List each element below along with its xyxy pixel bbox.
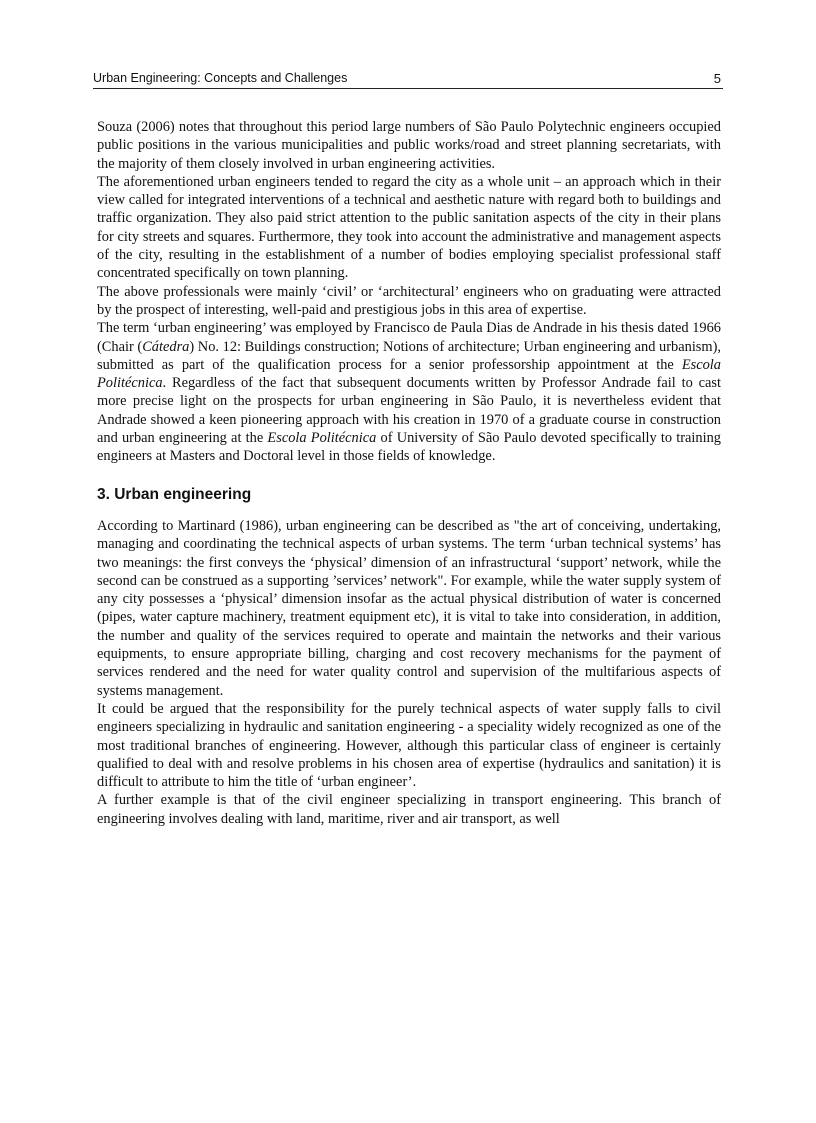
paragraph: The above professionals were mainly ‘civil’ or ‘architectural’ engineers who on graduating were attracted by the prospect of interesting, well-paid and prestigious jobs in this area of expertise.	[97, 283, 721, 318]
section-heading: 3. Urban engineering	[97, 485, 252, 503]
paragraph: A further example is that of the civil engineer specializing in transport engineering. This branch of engineering involves dealing with land, maritime, river and air transport, as well	[97, 792, 721, 827]
running-title: Urban Engineering: Concepts and Challenges	[93, 71, 348, 85]
paragraph	[97, 319, 721, 465]
page-header	[93, 70, 723, 89]
page-number: 5	[713, 71, 721, 86]
paragraph: According to Martinard (1986), urban engineering can be described as "the art of conceiving, undertaking, managing and coordinating the technical aspects of urban systems. The term ‘urban technical systems’ has two meanings: the first conveys the ‘physical’ dimension of an infrastructural ‘support’ network, while the second can be construed as a supporting ’services’ network". For example, while the water supply system of any city possesses a ‘physical’ dimension insofar as the actual physical distribution of water is concerned (pipes, water capture machinery, treatment equipment etc), it is vital to take into consideration, in addition, the number and quality of the services required to operate and maintain the networks and their various equipments, to ensure appropriate billing, charging and cost recovery mechanisms for the payment of services rendered and the need for water quality control and supervision of the multifarious aspects of systems management.	[97, 517, 721, 699]
italic-term: Escola Politécnica	[267, 430, 377, 447]
paragraph-text: ) No. 12: Buildings construction; Notions of architecture; Urban engineering and urbanism), submitted as part of the qualification process for a senior professorship appointment at the	[97, 338, 721, 373]
paragraph: It could be argued that the responsibility for the purely technical aspects of water supply falls to civil engineers specializing in hydraulic and sanitation engineering - a speciality widely recognized as one of the most traditional branches of engineering. However, although this particular class of engineer is certainly qualified to deal with and resolve problems in his chosen area of expertise (hydraulics and sanitation) it is difficult to attribute to him the title of ‘urban engineer’.	[97, 700, 721, 791]
paragraph-text: The term ‘urban engineering’ was employed by Francisco de Paula Dias de Andrade in his thesis dated 1966 (Chair (	[97, 320, 721, 355]
italic-term: Cátedra	[142, 338, 190, 355]
body-text	[97, 118, 721, 828]
italic-term: Escola Politécnica	[97, 356, 721, 392]
paragraph: The aforementioned urban engineers tended to regard the city as a whole unit – an approach which in their view called for integrated interventions of a technical and aesthetic nature with regard both to buildings and traffic organization. They also paid strict attention to the public sanitation aspects of the city in their plans for city streets and squares. Furthermore, they took into account the administrative and management aspects of the city, resulting in the establishment of a number of bodies employing specialist professional staff concentrated specifically on town planning.	[97, 173, 721, 282]
paragraph: Souza (2006) notes that throughout this period large numbers of São Paulo Polytechnic engineers occupied public positions in the various municipalities and public works/road and street planning secretariats, with the majority of them closely involved in urban engineering activities.	[97, 119, 721, 172]
paragraph-text: . Regardless of the fact that subsequent documents written by Professor Andrade fail to cast more precise light on the prospects for urban engineering in São Paulo, it is nevertheless evident that Andrade showed a keen pioneering approach with his creation in 1970 of a graduate course in construction and urban engineering at the	[97, 375, 721, 447]
paragraph-text: of University of São Paulo devoted specifically to training engineers at Masters and Doctoral level in those fields of knowledge.	[97, 430, 722, 465]
